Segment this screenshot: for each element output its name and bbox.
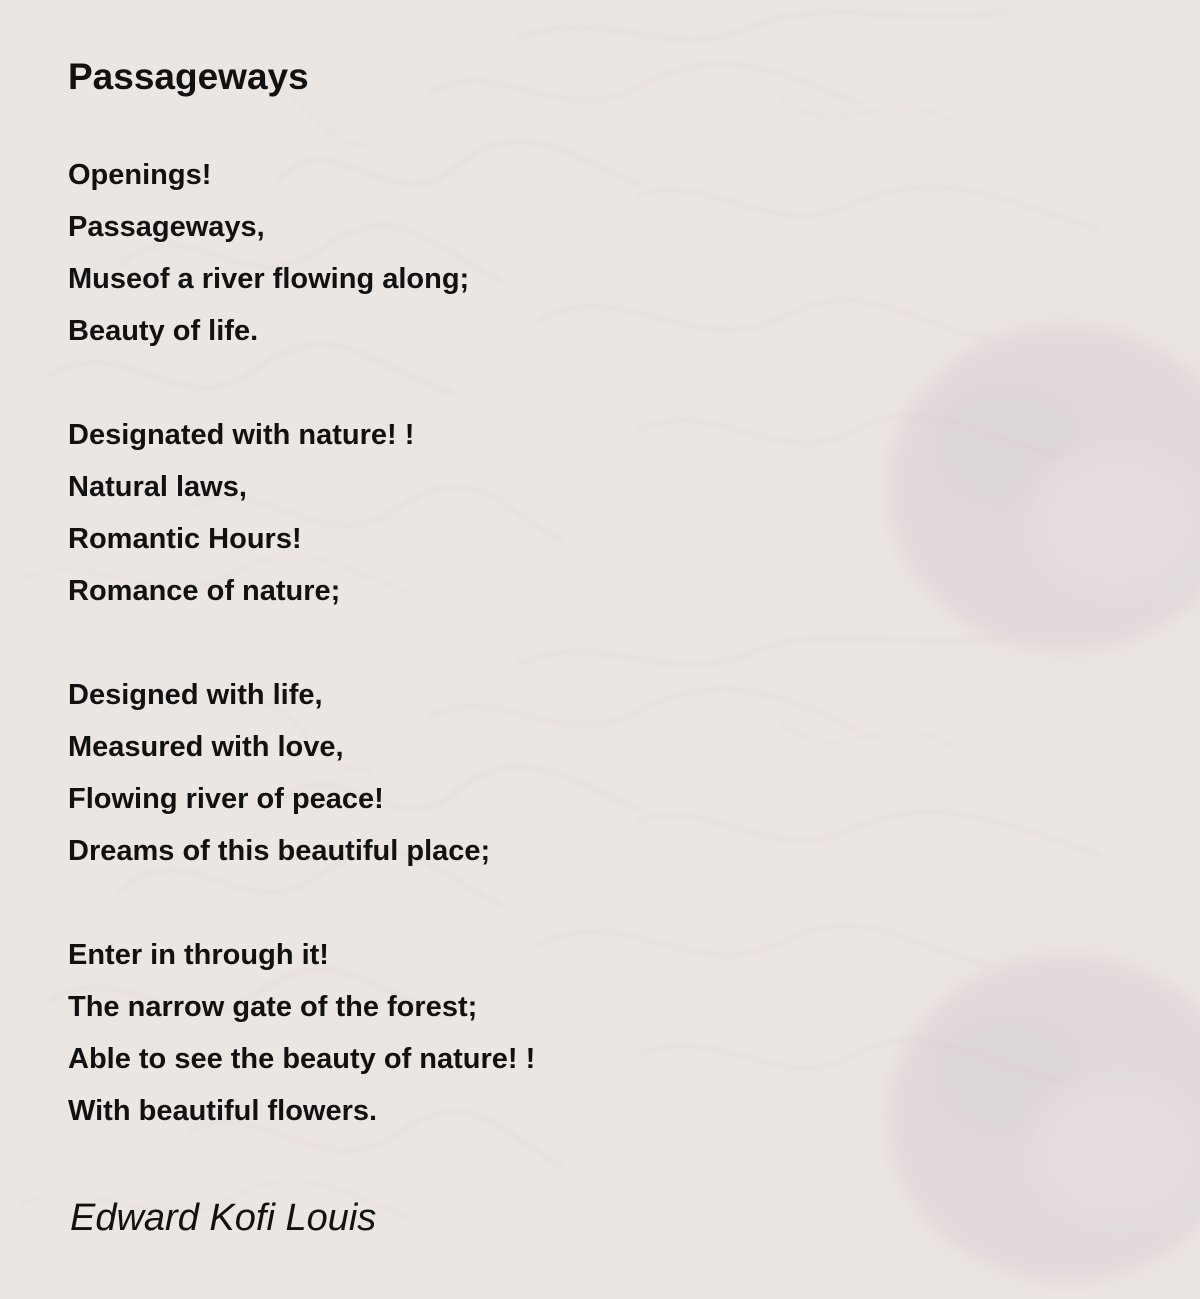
poem-line: Enter in through it!	[68, 939, 329, 971]
poem-line: Beauty of life.	[68, 315, 259, 347]
poem-stanza-2	[68, 414, 1068, 622]
poem-stanza-4	[68, 934, 1068, 1142]
poem-stanza-3	[68, 674, 1068, 882]
poem-body	[68, 154, 1068, 1194]
poem-line: Romantic Hours!	[68, 523, 302, 555]
poem-line: Romance of nature;	[68, 575, 341, 607]
poem-line: Measured with love,	[68, 731, 344, 763]
poem-line: Flowing river of peace!	[68, 783, 384, 815]
poem-line: Openings!	[68, 159, 212, 191]
poem-stanza-1	[68, 154, 1068, 362]
poem-title: Passageways	[68, 56, 309, 97]
poem-line: Designed with life,	[68, 679, 323, 711]
poem-line: Natural laws,	[68, 471, 247, 503]
poem-line: Passageways,	[68, 211, 265, 243]
poem-line: With beautiful flowers.	[68, 1095, 378, 1127]
poem-author: Edward Kofi Louis	[70, 1197, 377, 1239]
poem-line: Designated with nature! !	[68, 419, 415, 451]
poem-line: Able to see the beauty of nature! !	[68, 1043, 536, 1075]
poem-line: The narrow gate of the forest;	[68, 991, 478, 1023]
poem-line: Museof a river flowing along;	[68, 263, 470, 295]
poem-line: Dreams of this beautiful place;	[68, 835, 491, 867]
